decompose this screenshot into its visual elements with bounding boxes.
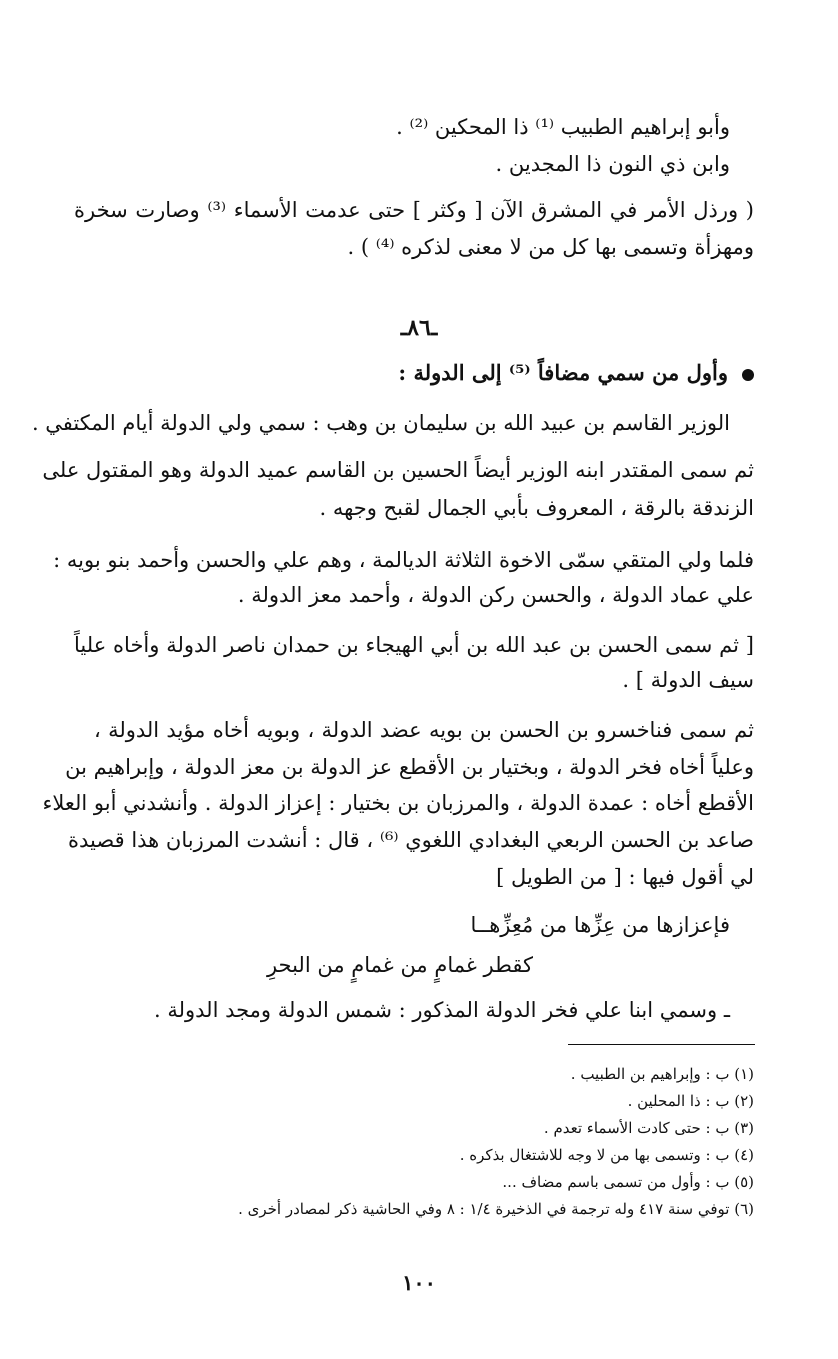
body-line-11: صاعد بن الحسن الربعي البغدادي اللغوي ⁽⁶⁾ ، قال : أنشدت المرزبان هذا قصيدة — [68, 828, 754, 852]
body-line-5: علي عماد الدولة ، والحسن ركن الدولة ، وأحمد معز الدولة . — [237, 583, 754, 607]
section-number: ـ٨٦ـ — [400, 315, 438, 341]
footnote-4: (٤) ب : وتسمى بها من لا وجه للاشتغال بذكره . — [459, 1146, 754, 1164]
text-line-3: ( ورذل الأمر في المشرق الآن [ وكثر ] حتى عدمت الأسماء ⁽³⁾ وصارت سخرة — [74, 198, 754, 222]
body-line-4: فلما ولي المتقي سمّى الاخوة الثلاثة الديالمة ، وهم علي والحسن وأحمد بنو بويه : — [53, 548, 754, 572]
footnote-6: (٦) توفي سنة ٤١٧ وله ترجمة في الذخيرة ١/٤ : ٨ وفي الحاشية ذكر لمصادر أخرى . — [238, 1200, 754, 1218]
verse-hemistich-1: فإعزازها من عِزِّها من مُعِزِّهــا — [470, 913, 730, 937]
bullet-icon — [742, 369, 754, 381]
body-line-6: [ ثم سمى الحسن بن عبد الله بن أبي الهيجاء بن حمدان ناصر الدولة وأخاه علياً — [74, 633, 754, 657]
text-line-2: وابن ذي النون ذا المجدين . — [495, 152, 730, 176]
footnote-1: (١) ب : وإبراهيم بن الطبيب . — [570, 1065, 754, 1083]
body-line-3: الزندقة بالرقة ، المعروف بأبي الجمال لقبح وجهه . — [319, 496, 754, 520]
body-line-2: ثم سمى المقتدر ابنه الوزير أيضاً الحسين بن القاسم عميد الدولة وهو المقتول على — [42, 458, 754, 482]
page-number: ١٠٠ — [402, 1270, 436, 1295]
text-line-1: وأبو إبراهيم الطبيب ⁽¹⁾ ذا المحكين ⁽²⁾ . — [396, 115, 730, 139]
closing-line: ـ وسمي ابنا علي فخر الدولة المذكور : شمس الدولة ومجد الدولة . — [154, 998, 730, 1022]
footnote-5: (٥) ب : وأول من تسمى باسم مضاف ... — [502, 1173, 754, 1191]
text-line-4: ومهزأة وتسمى بها كل من لا معنى لذكره ⁽⁴⁾ ) . — [347, 235, 754, 259]
body-line-1: الوزير القاسم بن عبيد الله بن سليمان بن وهب : سمي ولي الدولة أيام المكتفي . — [31, 411, 730, 435]
footnote-2: (٢) ب : ذا المحلين . — [627, 1092, 754, 1110]
footnote-separator — [568, 1044, 755, 1045]
footnote-3: (٣) ب : حتى كادت الأسماء تعدم . — [543, 1119, 754, 1137]
section-heading-text: وأول من سمي مضافاً ⁽⁵⁾ إلى الدولة : — [398, 360, 728, 385]
section-heading — [398, 360, 754, 385]
body-line-10: الأقطع أخاه : عمدة الدولة ، والمرزبان بن بختيار : إعزاز الدولة . وأنشدني أبو العلاء — [42, 791, 754, 815]
body-line-12: لي أقول فيها : [ من الطويل ] — [496, 865, 754, 889]
verse-hemistich-2: كقطر غمامٍ من غمامٍ من البحرِ — [266, 953, 533, 977]
body-line-9: وعلياً أخاه فخر الدولة ، وبختيار بن الأقطع عز الدولة بن معز الدولة ، وإبراهيم بن — [65, 755, 754, 779]
body-line-8: ثم سمى فناخسرو بن الحسن بن بويه عضد الدولة ، وبويه أخاه مؤيد الدولة ، — [94, 718, 754, 742]
body-line-7: سيف الدولة ] . — [622, 668, 754, 692]
